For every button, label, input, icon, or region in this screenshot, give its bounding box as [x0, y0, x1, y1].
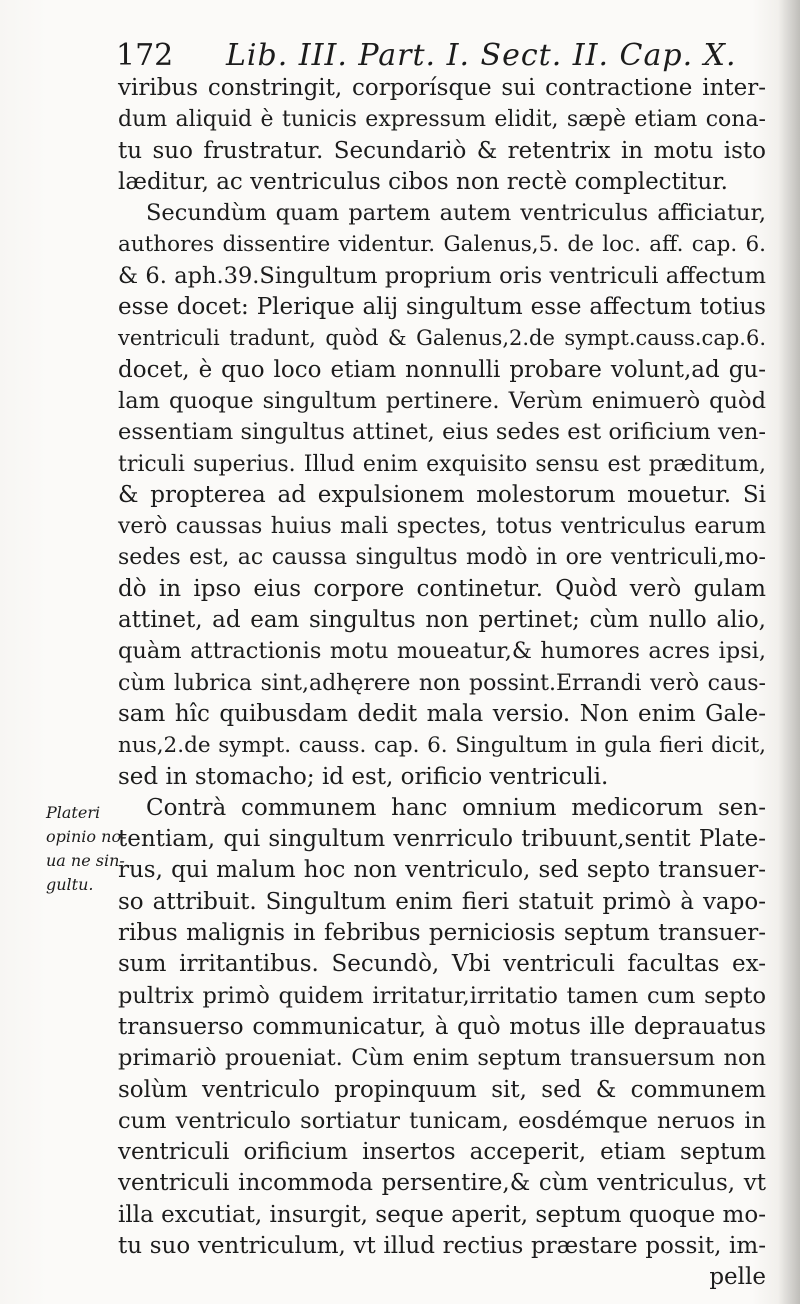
- text-line: solùm ventriculo propinquum sit, sed & communem: [118, 1076, 766, 1103]
- text-line: nus,2.de sympt. causs. cap. 6. Singultum in gula fieri dicit,: [118, 733, 766, 759]
- page-number: 172: [116, 38, 174, 73]
- text-line: primariò proueniat. Cùm enim septum transuersum non: [118, 1045, 766, 1072]
- text-line: esse docet: Plerique alij singultum esse affectum totius: [118, 294, 766, 321]
- text-line: illa excutiat, insurgit, seque aperit, septum quoque mo-: [118, 1201, 766, 1228]
- text-line: pultrix primò quidem irritatur,irritatio tamen cum septo: [118, 982, 766, 1009]
- text-line: lam quoque singultum pertinere. Verùm enimuerò quòd: [118, 387, 766, 414]
- text-line: docet, è quo loco etiam nonnulli probare volunt,ad gu-: [118, 356, 766, 383]
- running-head: Lib. III. Part. I. Sect. II. Cap. X.: [226, 38, 737, 73]
- margin-note-line: ua ne sin-: [46, 851, 125, 870]
- text-line: sed in stomacho; id est, orificio ventriculi.: [118, 763, 609, 790]
- text-line: Contrà communem hanc omnium medicorum sen-: [146, 794, 766, 821]
- text-line: triculi superius. Illud enim exquisito sensu est præditum,: [118, 451, 766, 477]
- text-line: rus, qui malum hoc non ventriculo, sed septo transuer-: [118, 857, 766, 884]
- text-line: & propterea ad expulsionem molestorum mouetur. Si: [118, 481, 766, 508]
- text-line: verò caussas huius mali spectes, totus ventriculus earum: [118, 514, 766, 540]
- text-line: Secundùm quam partem autem ventriculus afficiatur,: [146, 200, 766, 227]
- text-line: læditur, ac ventriculus cibos non rectè complectitur.: [118, 168, 728, 195]
- text-line: sam hîc quibusdam dedit mala versio. Non enim Gale-: [118, 700, 766, 727]
- margin-note-line: Plateri: [46, 803, 101, 822]
- text-line: authores dissentire videntur. Galenus,5. de loc. aff. cap. 6.: [118, 232, 766, 258]
- text-line: attinet, ad eam singultus non pertinet; cùm nullo alio,: [118, 607, 766, 634]
- text-line: so attribuit. Singultum enim fieri statuit primò à vapo-: [118, 888, 766, 915]
- text-line: sum irritantibus. Secundò, Vbi ventriculi facultas ex-: [118, 951, 766, 978]
- text-line: ribus malignis in febribus perniciosis septum transuer-: [118, 920, 766, 947]
- text-line: sedes est, ac caussa singultus modò in ore ventriculi,mo-: [118, 545, 766, 571]
- text-line: dum aliquid è tunicis expressum elidit, sæpè etiam cona-: [118, 107, 766, 133]
- text-line: quàm attractionis motu moueatur,& humores acres ipsi,: [118, 638, 766, 665]
- margin-note: [46, 801, 127, 897]
- margin-note-line: opinio no-: [46, 827, 127, 846]
- text-line: & 6. aph.39.Singultum proprium oris ventriculi affectum: [118, 262, 766, 289]
- text-line: tu suo ventriculum, vt illud rectius præstare possit, im-: [118, 1232, 766, 1259]
- text-line: transuerso communicatur, à quò motus ille deprauatus: [118, 1013, 766, 1040]
- text-line: tu suo frustratur. Secundariò & retentrix in motu isto: [118, 137, 766, 164]
- body-text: [118, 73, 766, 1294]
- text-line: tentiam, qui singultum venrriculo tribuunt,sentit Plate-: [118, 826, 766, 853]
- text-line: dò in ipso eius corpore continetur. Quòd verò gulam: [118, 575, 766, 602]
- text-line: cùm lubrica sint,adhęrere non possint.Errandi verò caus-: [118, 670, 766, 696]
- page-header: [116, 36, 766, 76]
- text-line: viribus constringit, corporísque sui contractione inter-: [118, 75, 766, 101]
- text-line: ventriculi tradunt, quòd & Galenus,2.de sympt.causs.cap.6.: [118, 326, 766, 351]
- text-line: ventriculi orificium insertos acceperit, etiam septum: [118, 1139, 766, 1166]
- text-line: cum ventriculo sortiatur tunicam, eosdémque neruos in: [118, 1107, 766, 1134]
- page-edge-shadow: [778, 0, 800, 1304]
- catchword: pelle: [709, 1264, 766, 1291]
- text-line: essentiam singultus attinet, eius sedes est orificium ven-: [118, 419, 766, 446]
- margin-note-line: gultu.: [46, 875, 94, 894]
- text-line: ventriculi incommoda persentire,& cùm ventriculus, vt: [118, 1170, 766, 1197]
